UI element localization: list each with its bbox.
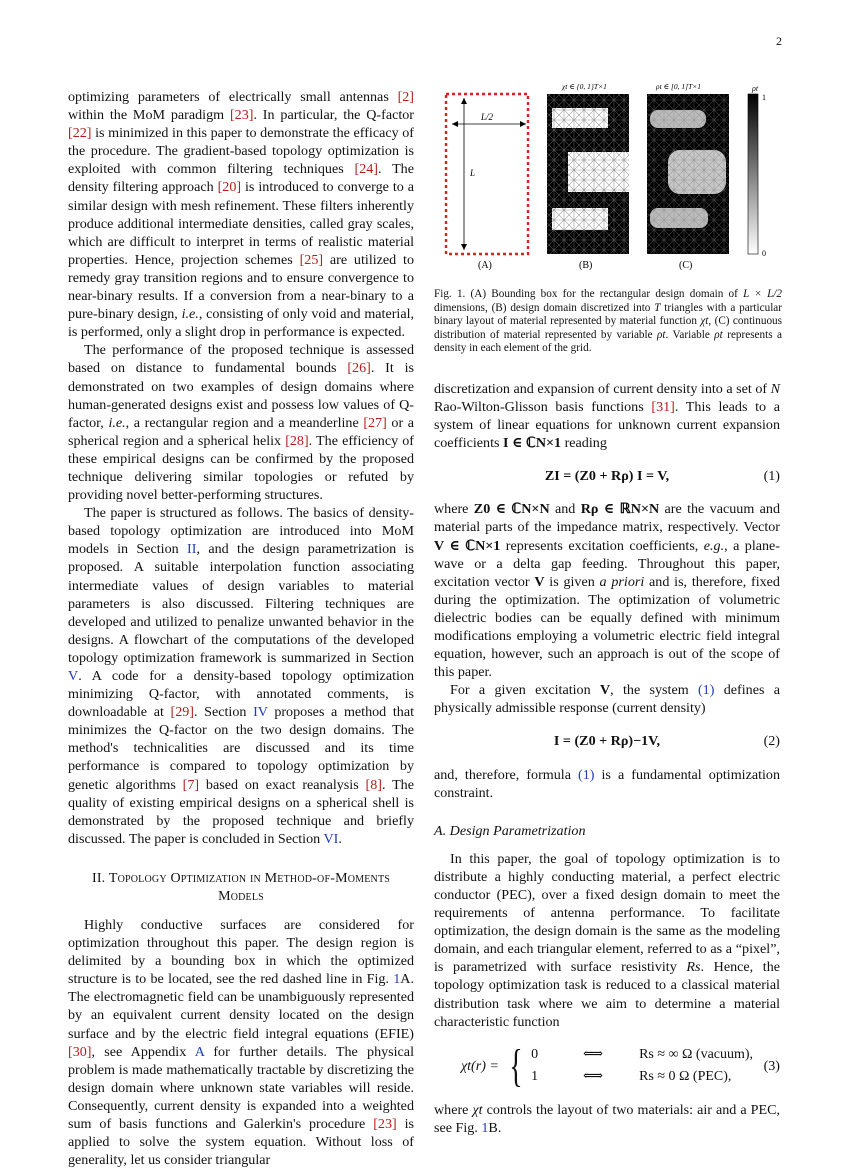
- figure-link[interactable]: 1: [393, 971, 401, 988]
- colorbar-title: ρt: [752, 84, 759, 93]
- section-heading: II. Topology Optimization in Method-of-Moments Models: [91, 870, 391, 904]
- subsection-heading: A. Design Parametrization: [434, 822, 586, 839]
- panel-b-title: χt ∈ {0, 1}T×1: [562, 82, 607, 91]
- citation-link[interactable]: [26]: [347, 360, 371, 377]
- right-column: [434, 380, 780, 1137]
- dim-half-label: L/2: [481, 112, 494, 122]
- citation-link[interactable]: [31]: [651, 399, 675, 416]
- colorbar-max: 1: [762, 93, 766, 102]
- equation-link[interactable]: (1): [697, 682, 715, 699]
- section-link[interactable]: II: [187, 541, 197, 558]
- equation-3: χt(r) = { 0 ⟺ Rs ≈ ∞ Ω (vacuum), 1 ⟺ Rs ≈ 0 Ω (PEC), (3): [460, 1039, 780, 1091]
- panel-b-label: (B): [579, 260, 593, 271]
- paragraph: For a given excitation V, the system (1) defines a physically admissible response (current density): [434, 682, 780, 717]
- colorbar-min: 0: [762, 249, 766, 258]
- equation-number: (2): [763, 733, 780, 750]
- figure-link[interactable]: 1: [481, 1119, 489, 1136]
- paragraph: where χt controls the layout of two materials: air and a PEC, see Fig. 1B.: [434, 1101, 780, 1136]
- citation-link[interactable]: [24]: [354, 161, 378, 178]
- citation-link[interactable]: [23]: [229, 107, 254, 124]
- paragraph: The paper is structured as follows. The basics of density-based topology optimization are introduced into MoM models in Section II, and the design parametrization is proposed. A suitable interpolation function associating intermediate values of design variables to material parameters is also discussed. Filtering techniques are developed and utilized to penalize unwanted behavior in the designs. A flowchart of the computations of the developed topology optimization framework is summarized in Section V. A code for a density-based topology optimization minimizing Q-factor, with annotated comments, is downloadable at [29]. Section IV proposes a method that minimizes the Q-factor on the two design domains. The method's technicalities are discussed and its time performance is compared to topology optimization by genetic algorithms [7] based on exact reanalysis [8]. The quality of existing empirical designs on a spherical shell is demonstrated by the proposed technique and briefly discussed. The paper is concluded in Section VI.: [68, 505, 414, 847]
- panel-c-title: ρt ∈ [0, 1]T×1: [656, 82, 702, 91]
- citation-link[interactable]: [27]: [363, 414, 387, 431]
- citation-link[interactable]: [22]: [68, 125, 92, 142]
- left-column: [68, 88, 414, 1169]
- dim-full-label: L: [470, 168, 476, 178]
- brace: {: [509, 1039, 523, 1091]
- equation-link[interactable]: (1): [578, 766, 595, 783]
- paragraph: optimizing parameters of electrically small antennas [2] within the MoM paradigm [23]. In particular, the Q-factor [22] is minimized in this paper to demonstrate the efficacy of the procedure. The gradient-based topology optimization is exploited with common filtering techniques [24]. The density filtering approach [20] is introduced to converge to a similar design with mesh refinement. These filters inherently produce additional intermediate densities, called gray scales, which are difficult to interpret in terms of realistic material properties. Hence, projection schemes [25] are utilized to remedy gray transition regions and to ensure convergence to near-binary results. If a conversion from a near-binary to a pure-binary design, i.e., consisting of only void and material, is performed, only a slight drop in performance is expected.: [68, 89, 415, 341]
- equation-1: ZI = (Z0 + Rρ) I = V, (1): [544, 468, 780, 485]
- citation-link[interactable]: [20]: [217, 179, 242, 196]
- figure-graphic: [434, 80, 784, 280]
- panel-c-label: (C): [679, 260, 693, 271]
- paragraph: Highly conductive surfaces are considered for optimization throughout this paper. The design region is delimited by a bounding box in which the optimized structure is to be located, see the red dashed line in Fig. 1A. The electromagnetic field can be unambiguously represented by an equivalent current density located on the design surface and by the electric field integral equations (EFIE) [30], see Appendix A for further details. The physical problem is made mathematically tractable by discretizing the design domain where unknown state variables will reside. Consequently, current density is expanded into a weighted sum of basis functions and Galerkin's procedure [23] is applied to solve the system equation. Without loss of generality, let us consider triangular: [68, 916, 414, 1169]
- citation-link[interactable]: [7]: [182, 776, 200, 793]
- citation-link[interactable]: [25]: [299, 251, 324, 268]
- equation-number: (1): [763, 468, 780, 485]
- appendix-link[interactable]: A: [194, 1043, 205, 1060]
- paragraph: discretization and expansion of current density into a set of N Rao-Wilton-Glisson basis functions [31]. This leads to a system of linear equations for unknown current expansion coefficients I ∈ ℂN×1 reading: [434, 381, 780, 452]
- paragraph: In this paper, the goal of topology optimization is to distribute a highly conducting material, a perfect electric conductor (PEC), over a fixed design domain to meet the requirements of antenna performance. To facilitate optimization, the design domain is the same as the modeling domain, and each triangular element, referred to as a “pixel”, is parametrized with surface resistivity Rs. Hence, the topology optimization task is reduced to a classical material distribution task where we aim to determine a material characteristic function: [434, 850, 780, 1030]
- figure-1: [434, 80, 784, 290]
- paragraph: The performance of the proposed technique is assessed based on distance to fundamental bounds [26]. It is demonstrated on two examples of design domains where human-generated designs exist and possess low values of Q-factor, i.e., a rectangular region and a meanderline [27] or a spherical region and a spherical helix [28]. The efficiency of these empirical designs can be confirmed by the proposed technique delivering similar topologies or refuted by providing novel better-performing structures.: [68, 342, 415, 504]
- citation-link[interactable]: [30]: [68, 1043, 92, 1060]
- paragraph: where Z0 ∈ ℂN×N and Rρ ∈ ℝN×N are the vacuum and material parts of the impedance matrix, respectively. Vector V ∈ ℂN×1 represents excitation coefficients, e.g., a plane-wave or a delta gap feeding. Throughout this paper, excitation vector V is given a priori and is, therefore, fixed during the optimization. The optimization of volumetric dielectric bodies can be equally defined with minimum modifications employing a volumetric electric field integral equation, however, such an approach is out of the scope of this paper.: [434, 501, 781, 681]
- citation-link[interactable]: [28]: [285, 432, 309, 449]
- colorbar: [748, 94, 758, 254]
- section-link[interactable]: V: [68, 668, 79, 684]
- paragraph: and, therefore, formula (1) is a fundamental optimization constraint.: [434, 766, 781, 801]
- equation-number: (3): [763, 1057, 780, 1074]
- citation-link[interactable]: [2]: [397, 89, 414, 105]
- page-number: 2: [776, 34, 782, 48]
- citation-link[interactable]: [8]: [365, 776, 382, 793]
- section-link[interactable]: VI: [323, 830, 339, 847]
- citation-link[interactable]: [29]: [170, 704, 194, 721]
- figure-caption: Fig. 1. (A) Bounding box for the rectangular design domain of L × L/2 dimensions, (B) design domain discretized into T triangles with a particular binary layout of material represented by material function χt, (C) continuous distribution of material represented by variable ρt. Variable ρt represents a density in each element of the grid.: [434, 288, 783, 355]
- equation-2: I = (Z0 + Rρ)−1V, (2): [553, 733, 780, 750]
- section-link[interactable]: IV: [253, 704, 268, 721]
- panel-a-label: (A): [478, 260, 492, 271]
- citation-link[interactable]: [23]: [373, 1115, 397, 1132]
